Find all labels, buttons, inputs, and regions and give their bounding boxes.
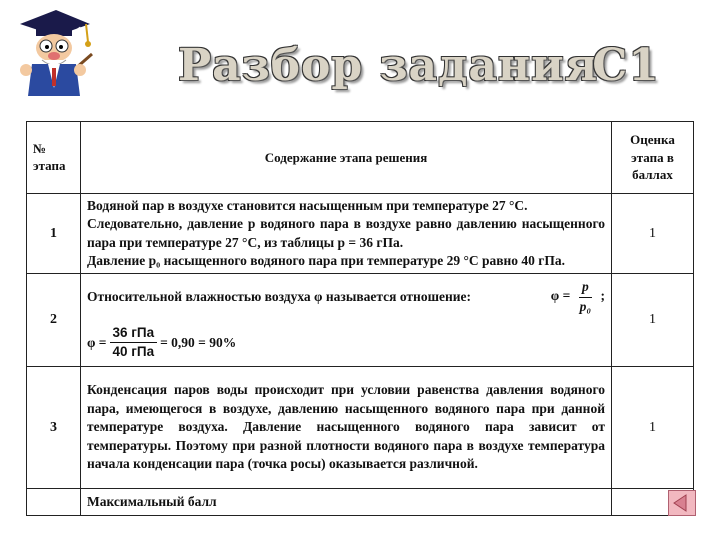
stage-number: 1 — [27, 194, 81, 274]
calculation-line — [87, 324, 605, 362]
stage-points: 1 — [612, 274, 694, 367]
empty-cell — [27, 489, 81, 516]
stage-number: 2 — [27, 274, 81, 367]
stage-points: 1 — [612, 194, 694, 274]
header-stage: № этапа — [27, 122, 81, 194]
stage-line: Давление p₀ насыщенного водяного пара при температуре 29 °C равно 40 гПа. — [87, 252, 566, 268]
max-score-label: Максимальный балл — [81, 489, 612, 516]
slide-title: Разбор заданияС1 — [178, 40, 660, 91]
fraction-numerator: 36 гПа — [110, 324, 158, 343]
table-row — [27, 274, 694, 367]
fraction-numerator: p — [579, 278, 592, 297]
fraction-denominator: p₀ — [579, 298, 592, 314]
formula-lhs: φ = — [550, 288, 571, 304]
header-points: Оценка этапа в баллах — [612, 122, 694, 194]
fraction-denominator: 40 гПа — [112, 344, 155, 360]
table-header-row — [27, 122, 694, 194]
definition-formula — [551, 278, 605, 316]
calc-result: = 0,90 = 90% — [160, 334, 237, 350]
fraction — [577, 278, 594, 316]
stage-points: 1 — [612, 367, 694, 489]
back-nav-button[interactable] — [668, 490, 696, 516]
stage-line: Водяной пар в воздухе становится насыщенным при температуре 27 °C. — [87, 197, 528, 213]
solution-table — [26, 121, 694, 516]
stage-content — [81, 194, 612, 274]
stage-line: Следовательно, давление p водяного пара в воздухе равно давлению насыщенного пара при температуре 27 °C, из таблицы p = 36 гПа. — [87, 216, 605, 250]
max-score-row — [27, 489, 694, 516]
header-content: Содержание этапа решения — [81, 122, 612, 194]
definition-line — [87, 278, 605, 316]
calc-lhs: φ = — [87, 334, 107, 350]
stage-number: 3 — [27, 367, 81, 489]
back-arrow-icon — [672, 494, 692, 512]
table-row — [27, 367, 694, 489]
stage-content — [81, 274, 612, 367]
formula-end: ; — [600, 288, 605, 304]
table-row — [27, 194, 694, 274]
stage-content: Конденсация паров воды происходит при условии равенства давления водяного пара, имеющегося в воздухе, давлению насыщенного водяного пара при данной температуре воздуха. Давление насыщенного водяного пара зависит от температуры. Поэтому при разной плотности водяного пара в воздухе температура начала конденсации пара (точка росы) оказывается различной. — [81, 367, 612, 489]
definition-text: Относительной влажностью воздуха φ называется отношение: — [87, 288, 472, 304]
professor-mascot-icon — [6, 4, 98, 100]
fraction — [110, 324, 158, 362]
